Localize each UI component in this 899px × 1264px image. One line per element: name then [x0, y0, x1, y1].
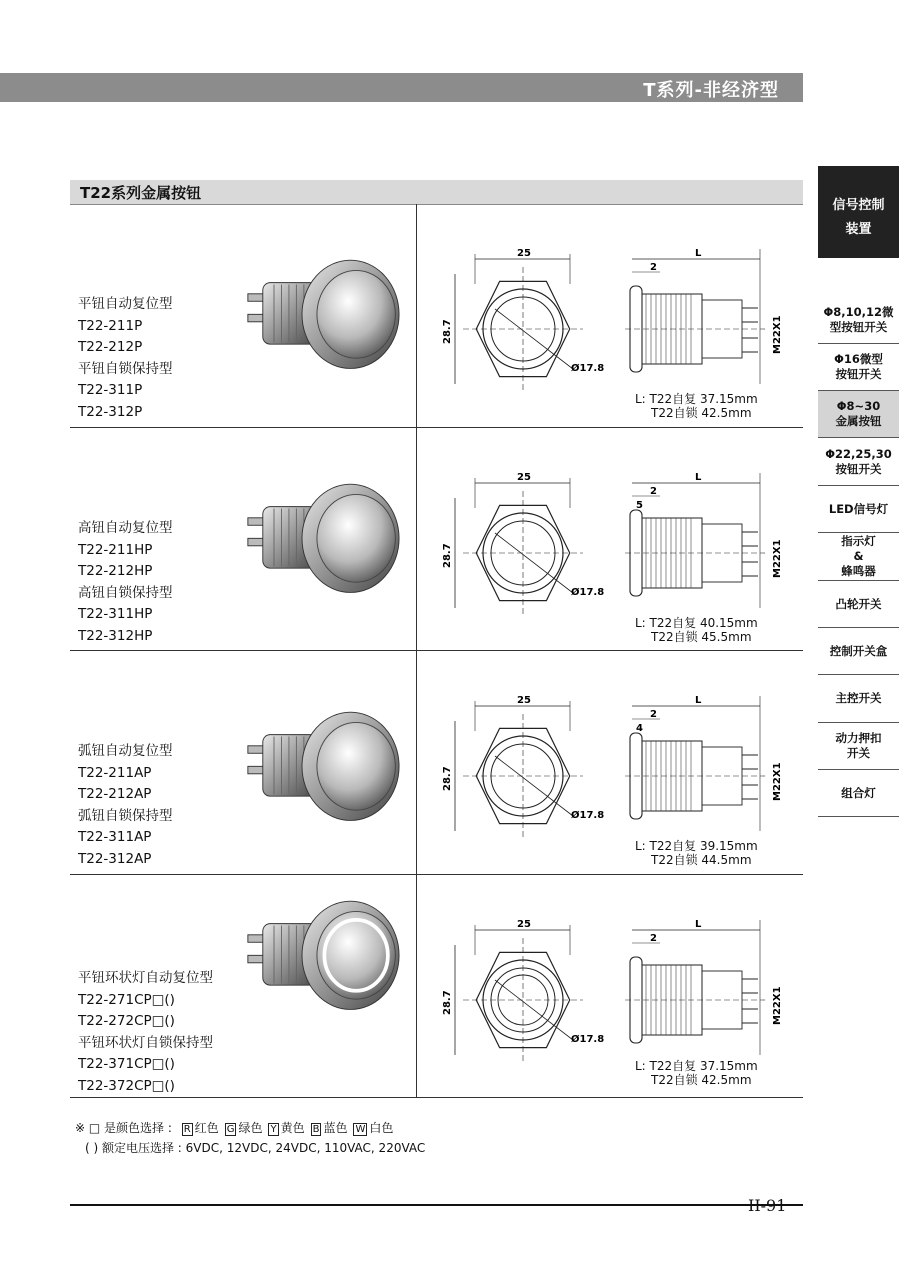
- color-code-box: B: [312, 1124, 320, 1135]
- offset1-label: 2: [650, 709, 657, 720]
- width-dim-label: 25: [517, 472, 531, 483]
- length-spec: [635, 839, 758, 867]
- offset2-label: 5: [636, 500, 643, 511]
- voltage-note: ( ) 额定电压选择 : 6VDC, 12VDC, 24VDC, 110VAC, 220VAC: [85, 1141, 426, 1155]
- sidebar-item[interactable]: [818, 533, 899, 581]
- model-number: T22-211HP: [78, 541, 153, 558]
- terminal: [248, 314, 265, 321]
- sidebar-item[interactable]: [818, 723, 899, 770]
- diameter-label: Ø17.8: [571, 1034, 605, 1045]
- sidebar-title-line1: 信号控制: [832, 198, 885, 213]
- color-name: 绿色: [238, 1121, 263, 1135]
- product-row: [70, 204, 803, 427]
- model-number: T22-312AP: [78, 850, 152, 867]
- length-spec-line: T22自锁 42.5mm: [651, 1073, 752, 1087]
- color-name: 黄色: [280, 1121, 305, 1135]
- color-name: 红色: [194, 1121, 219, 1135]
- length-spec-line: L: T22自复 37.15mm: [635, 392, 758, 406]
- sidebar-item-label: Φ16微型: [834, 352, 883, 366]
- terminal: [248, 538, 265, 545]
- model-number: T22-212AP: [78, 786, 152, 802]
- section-title: T22系列金属按钮: [80, 184, 202, 202]
- model-number: T22-311P: [78, 382, 143, 398]
- sidebar-item-label: LED信号灯: [828, 501, 889, 516]
- sidebar-item[interactable]: [818, 628, 899, 675]
- sidebar-item[interactable]: [818, 581, 899, 628]
- offset2-label: 4: [636, 723, 643, 734]
- product-row: [70, 428, 803, 651]
- sidebar-title: [818, 166, 899, 258]
- model-number: T22-312P: [78, 403, 143, 420]
- model-labels: [78, 968, 213, 1097]
- model-number: T22-211AP: [78, 764, 152, 781]
- model-number: T22-271CP□(): [78, 991, 175, 1008]
- sidebar-item-label: 凸轮开关: [835, 596, 882, 611]
- length-spec-line: L: T22自复 39.15mm: [635, 839, 758, 853]
- product-photo: [240, 249, 420, 389]
- height-dim-label: 28.7: [442, 543, 453, 568]
- sidebar-item[interactable]: [818, 770, 899, 817]
- width-dim-label: 25: [517, 695, 531, 706]
- thread-label: M22X1: [772, 315, 783, 354]
- model-number: T22-311HP: [78, 606, 153, 622]
- sidebar-item[interactable]: [818, 391, 899, 438]
- sidebar-item-label: 动力押扣: [835, 731, 882, 745]
- sidebar-item-label: 开关: [847, 746, 870, 760]
- sidebar-item[interactable]: [818, 344, 899, 391]
- product-photo: [240, 701, 420, 841]
- switch-button: [317, 270, 395, 358]
- product-photo: [240, 473, 420, 613]
- length-spec: [635, 392, 758, 420]
- page-number: II-91: [748, 1196, 787, 1215]
- offset1-label: 2: [650, 486, 657, 497]
- length-spec: [635, 616, 758, 644]
- sidebar-item-label: 主控开关: [835, 691, 882, 705]
- length-dim-label: L: [695, 695, 702, 706]
- sidebar-item[interactable]: [818, 486, 899, 533]
- header-title: T系列-非经济型: [643, 80, 779, 101]
- color-name: 白色: [369, 1121, 394, 1135]
- sidebar-item-label: 按钮开关: [835, 367, 882, 381]
- sidebar-item[interactable]: [818, 438, 899, 486]
- sidebar-item-label: Φ8~30: [836, 399, 881, 413]
- length-dim-label: L: [695, 248, 702, 259]
- height-dim-label: 28.7: [442, 766, 453, 791]
- color-note-prefix: ※ □ 是颜色选择 :: [75, 1121, 172, 1135]
- product-row: [70, 651, 803, 874]
- model-type-label: 高钮自动复位型: [78, 520, 173, 536]
- length-spec-line: L: T22自复 40.15mm: [635, 616, 758, 630]
- length-dim-label: L: [695, 919, 702, 930]
- model-number: T22-212HP: [78, 563, 153, 579]
- product-row: [70, 875, 803, 1098]
- color-code-box: R: [183, 1124, 191, 1135]
- switch-button: [317, 722, 395, 810]
- notes: [75, 1118, 425, 1158]
- sidebar-item-label: 指示灯: [841, 534, 876, 548]
- length-spec: [635, 1059, 758, 1087]
- sidebar-item-label: &: [853, 549, 864, 563]
- model-number: T22-312HP: [78, 627, 153, 644]
- terminal: [248, 955, 265, 962]
- model-labels: [78, 294, 173, 423]
- footer-line: [70, 1204, 803, 1206]
- model-type-label: 弧钮自锁保持型: [78, 807, 173, 824]
- sidebar-item-label: 蜂鸣器: [841, 564, 876, 578]
- model-number: T22-311AP: [78, 829, 152, 845]
- model-number: T22-372CP□(): [78, 1077, 175, 1094]
- sidebar-item-label: Φ22,25,30: [825, 446, 892, 461]
- width-dim-label: 25: [517, 248, 531, 259]
- model-type-label: 平钮自锁保持型: [78, 360, 173, 377]
- sidebar-item-label: 型按钮开关: [829, 319, 888, 334]
- model-labels: [78, 518, 173, 647]
- sidebar-item-label: 组合灯: [841, 785, 876, 800]
- color-code-box: Y: [270, 1124, 277, 1135]
- color-code-box: W: [355, 1124, 366, 1135]
- model-number: T22-212P: [78, 339, 143, 355]
- model-labels: [78, 741, 173, 870]
- offset1-label: 2: [650, 262, 657, 273]
- model-number: T22-211P: [78, 317, 143, 334]
- header-bar: [0, 73, 803, 102]
- sidebar-item[interactable]: [818, 675, 899, 723]
- switch-button: [317, 494, 395, 582]
- length-spec-line: L: T22自复 37.15mm: [635, 1059, 758, 1073]
- terminal: [248, 766, 265, 773]
- sidebar-item-label: Φ8,10,12微: [823, 304, 894, 319]
- height-dim-label: 28.7: [442, 319, 453, 344]
- diameter-label: Ø17.8: [571, 810, 605, 821]
- model-type-label: 平钮环状灯自动复位型: [78, 970, 213, 986]
- model-type-label: 弧钮自动复位型: [78, 743, 173, 759]
- thread-label: M22X1: [772, 762, 783, 801]
- length-spec-line: T22自锁 42.5mm: [651, 406, 752, 420]
- model-type-label: 平钮环状灯自锁保持型: [78, 1034, 213, 1051]
- color-list: [176, 1121, 394, 1135]
- color-code-box: G: [226, 1124, 235, 1135]
- length-dim-label: L: [695, 472, 702, 483]
- switch-button: [317, 911, 395, 999]
- model-number: T22-272CP□(): [78, 1013, 175, 1029]
- color-name: 蓝色: [323, 1121, 348, 1135]
- model-number: T22-371CP□(): [78, 1056, 175, 1072]
- model-type-label: 平钮自动复位型: [78, 296, 173, 312]
- color-note: [75, 1118, 425, 1138]
- sidebar-item-label: 控制开关盒: [829, 643, 888, 658]
- length-spec-line: T22自锁 45.5mm: [651, 630, 752, 644]
- sidebar-item-label: 金属按钮: [835, 414, 882, 428]
- width-dim-label: 25: [517, 919, 531, 930]
- diameter-label: Ø17.8: [571, 363, 605, 374]
- sidebar-item-label: 按钮开关: [835, 461, 882, 476]
- sidebar-title-line2: 装置: [845, 222, 872, 237]
- sidebar-item[interactable]: [818, 296, 899, 344]
- height-dim-label: 28.7: [442, 990, 453, 1015]
- thread-label: M22X1: [772, 539, 783, 578]
- model-type-label: 高钮自锁保持型: [78, 584, 173, 601]
- diameter-label: Ø17.8: [571, 587, 605, 598]
- length-spec-line: T22自锁 44.5mm: [651, 853, 752, 867]
- section-bar: [70, 180, 803, 205]
- product-photo: [240, 890, 420, 1030]
- thread-label: M22X1: [772, 986, 783, 1025]
- offset1-label: 2: [650, 933, 657, 944]
